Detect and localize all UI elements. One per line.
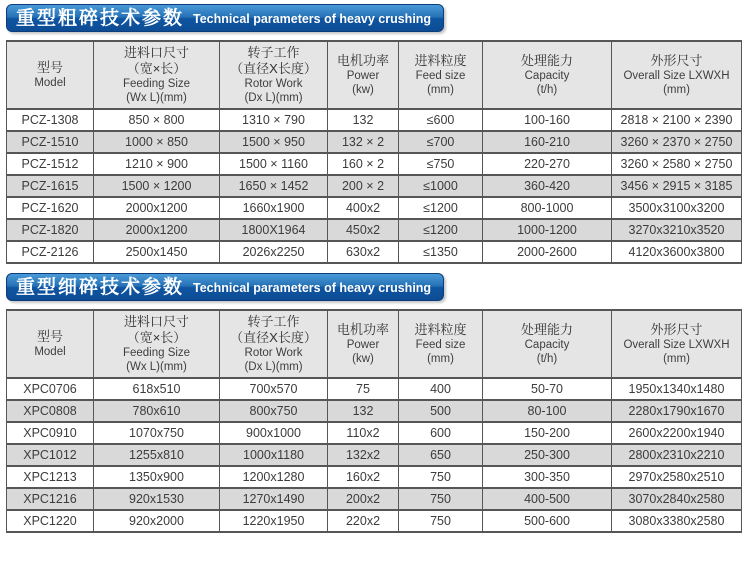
banner-title-en: Technical parameters of heavy crushing [193,11,432,26]
table-cell: 3456 × 2915 × 3185 [612,175,742,197]
table-cell: 1310 × 790 [220,109,328,131]
table-cell: 500 [399,400,483,422]
table-row [7,197,742,219]
column-header: 进料口尺寸 （宽×长） Feeding Size (Wx L)(mm) [94,41,220,109]
table-cell: 1200x1280 [220,466,328,488]
table-cell: 360-420 [483,175,612,197]
table-cell: 110x2 [328,422,399,444]
table-row [7,153,742,175]
table-cell: PCZ-1820 [7,219,94,241]
column-header: 进料粒度 Feed size (mm) [399,310,483,378]
table-cell: 2000-2600 [483,241,612,263]
table-cell: 3270x3210x3520 [612,219,742,241]
table-cell: 150-200 [483,422,612,444]
table-cell: 2800x2310x2210 [612,444,742,466]
table-cell: 2818 × 2100 × 2390 [612,109,742,131]
section-banner [6,273,444,301]
table-cell: PCZ-2126 [7,241,94,263]
table-cell: ≤1200 [399,197,483,219]
table-cell: 75 [328,378,399,400]
table-cell: XPC1220 [7,510,94,532]
column-header: 处理能力 Capacity (t/h) [483,310,612,378]
table-cell: ≤750 [399,153,483,175]
table-cell: 920x2000 [94,510,220,532]
table-cell: 160-210 [483,131,612,153]
column-header: 进料口尺寸 （宽×长） Feeding Size (Wx L)(mm) [94,310,220,378]
column-header: 型号 Model [7,310,94,378]
table-cell: 1255x810 [94,444,220,466]
table-cell: 900x1000 [220,422,328,444]
table-cell: 220-270 [483,153,612,175]
table-cell: 4120x3600x3800 [612,241,742,263]
table-cell: 2000x1200 [94,197,220,219]
table-row [7,466,742,488]
column-header: 转子工作 （直径X长度） Rotor Work (Dx L)(mm) [220,41,328,109]
table-row [7,175,742,197]
header-row [7,41,742,109]
table-cell: ≤1350 [399,241,483,263]
table-cell: ≤700 [399,131,483,153]
table-cell: 400x2 [328,197,399,219]
table-row [7,131,742,153]
table-cell: 920x1530 [94,488,220,510]
table-cell: 1800X1964 [220,219,328,241]
table-row [7,109,742,131]
table-cell: 750 [399,488,483,510]
table-cell: 200x2 [328,488,399,510]
table-row [7,444,742,466]
table-cell: 400-500 [483,488,612,510]
table-row [7,378,742,400]
table-cell: PCZ-1512 [7,153,94,175]
column-header: 电机功率 Power (kw) [328,310,399,378]
table-cell: 50-70 [483,378,612,400]
table-cell: XPC0706 [7,378,94,400]
table-cell: 3260 × 2580 × 2750 [612,153,742,175]
table-cell: 1220x1950 [220,510,328,532]
table-cell: 100-160 [483,109,612,131]
column-header: 转子工作 （直径X长度） Rotor Work (Dx L)(mm) [220,310,328,378]
table-cell: 80-100 [483,400,612,422]
column-header: 处理能力 Capacity (t/h) [483,41,612,109]
table-cell: XPC1213 [7,466,94,488]
table-cell: 850 × 800 [94,109,220,131]
column-header: 电机功率 Power (kw) [328,41,399,109]
table-cell: 1210 × 900 [94,153,220,175]
table-cell: PCZ-1308 [7,109,94,131]
table-cell: PCZ-1620 [7,197,94,219]
table-cell: 132x2 [328,444,399,466]
table-cell: 132 [328,109,399,131]
table-cell: 3070x2840x2580 [612,488,742,510]
table-cell: 220x2 [328,510,399,532]
table-cell: 400 [399,378,483,400]
table-cell: 450x2 [328,219,399,241]
table-cell: 3260 × 2370 × 2750 [612,131,742,153]
table-cell: 1070x750 [94,422,220,444]
column-header: 进料粒度 Feed size (mm) [399,41,483,109]
table-cell: 800-1000 [483,197,612,219]
banner-title-zh: 重型细碎技术参数 [16,276,185,298]
parameters-table-fine [6,309,742,533]
banner-title-en: Technical parameters of heavy crushing [193,280,432,295]
table-cell: 1950x1340x1480 [612,378,742,400]
table-cell: XPC1012 [7,444,94,466]
table-cell: ≤600 [399,109,483,131]
table-cell: 160 × 2 [328,153,399,175]
table-cell: 780x610 [94,400,220,422]
column-header: 外形尺寸 Overall Size LXWXH (mm) [612,41,742,109]
table-cell: 600 [399,422,483,444]
table-cell: 1350x900 [94,466,220,488]
table-cell: 2970x2580x2510 [612,466,742,488]
table-row [7,241,742,263]
table-cell: 160x2 [328,466,399,488]
column-header: 型号 Model [7,41,94,109]
table-cell: 3500x3100x3200 [612,197,742,219]
table-cell: ≤1200 [399,219,483,241]
table-cell: 132 [328,400,399,422]
section-banner [6,4,444,32]
table-cell: 2600x2200x1940 [612,422,742,444]
table-cell: ≤1000 [399,175,483,197]
table-cell: 700x570 [220,378,328,400]
table-cell: 750 [399,510,483,532]
header-row [7,310,742,378]
table-cell: 1270x1490 [220,488,328,510]
table-cell: 3080x3380x2580 [612,510,742,532]
table-row [7,219,742,241]
table-row [7,400,742,422]
table-cell: 800x750 [220,400,328,422]
table-cell: 2026x2250 [220,241,328,263]
table-cell: 750 [399,466,483,488]
table-cell: 1000-1200 [483,219,612,241]
table-cell: 630x2 [328,241,399,263]
section-heavy-fine-crushing [6,273,741,533]
table-cell: XPC1216 [7,488,94,510]
table-cell: 618x510 [94,378,220,400]
table-cell: 1500 × 1160 [220,153,328,175]
table-cell: PCZ-1510 [7,131,94,153]
table-cell: 300-350 [483,466,612,488]
table-row [7,510,742,532]
table-cell: 250-300 [483,444,612,466]
table-cell: 650 [399,444,483,466]
table-cell: 1650 × 1452 [220,175,328,197]
table-cell: 200 × 2 [328,175,399,197]
section-heavy-coarse-crushing [6,4,741,264]
table-cell: XPC0910 [7,422,94,444]
parameters-table-coarse [6,40,742,264]
table-row [7,488,742,510]
table-row [7,422,742,444]
table-cell: 1500 × 950 [220,131,328,153]
table-cell: XPC0808 [7,400,94,422]
table-cell: 1500 × 1200 [94,175,220,197]
table-cell: 2280x1790x1670 [612,400,742,422]
table-cell: 2500x1450 [94,241,220,263]
table-cell: PCZ-1615 [7,175,94,197]
table-cell: 1000x1180 [220,444,328,466]
banner-title-zh: 重型粗碎技术参数 [16,7,185,29]
table-cell: 132 × 2 [328,131,399,153]
table-cell: 2000x1200 [94,219,220,241]
column-header: 外形尺寸 Overall Size LXWXH (mm) [612,310,742,378]
table-cell: 1000 × 850 [94,131,220,153]
table-cell: 500-600 [483,510,612,532]
table-cell: 1660x1900 [220,197,328,219]
